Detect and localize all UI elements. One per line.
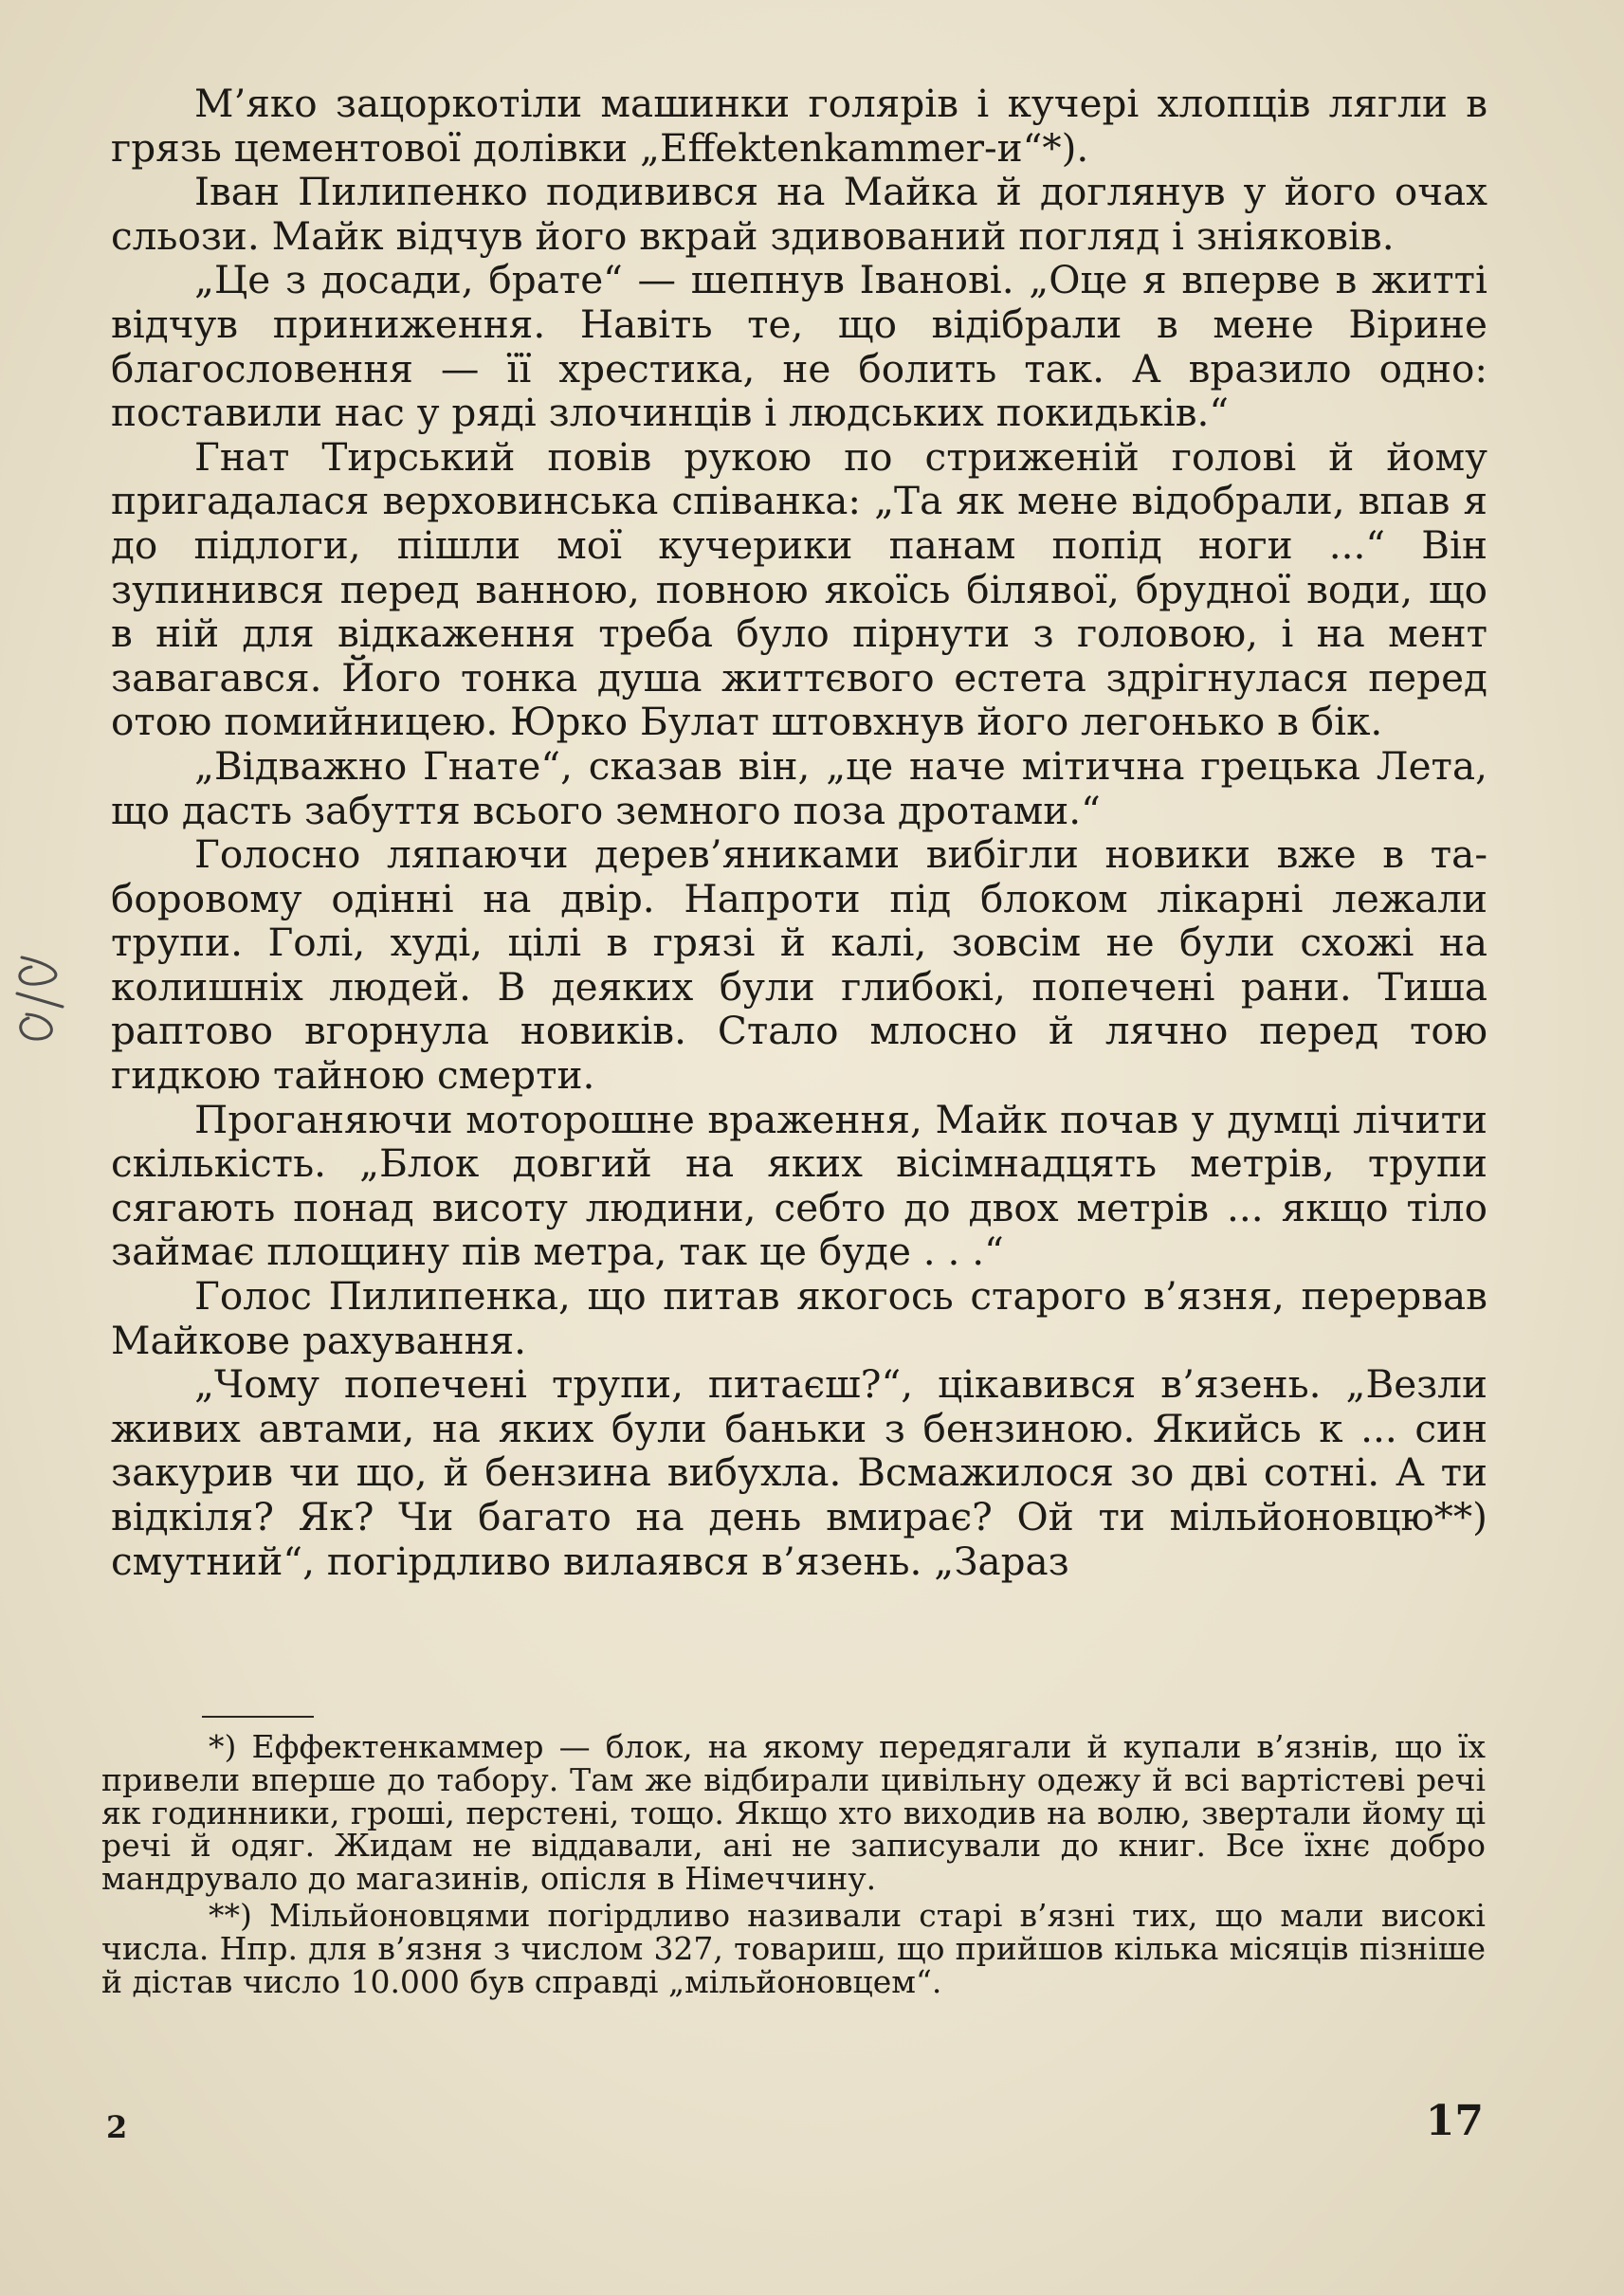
main-text <box>111 82 1487 1583</box>
footnote-2: **) Мільйоновцями погірдливо називали старі в’язні тих, що мали високі числа. Нпр. для в’язня з числом 327, товариш, що прийшов кілька місяців пізніше й дістав число 10.000 був справді „мільйоновцем“. <box>101 1896 1486 2000</box>
paragraph-2: Іван Пилипенко подивився на Майка й доглянув у його очах сльози. Майк відчув його вкрай здивований погляд і зніяковів. <box>111 169 1487 259</box>
handwritten-margin-mark <box>8 948 74 1052</box>
signature-mark: 2 <box>106 2109 128 2145</box>
paragraph-1: М’яко зацоркотіли машинки голярів і кучері хлопців лягли в грязь цементової долівки „Effektenkammer-и“*). <box>111 81 1487 171</box>
footnote-1: *) Еффектенкаммер — блок, на якому передягали й купали в’язнів, що їх привели вперше до табору. Там же відбирали цивільну одежу й всі вартістеві речі як годинники, гроші, перстені, тощо. Якщо хто виходив на волю, звертали йому ці речі й одяг. Жидам не віддавали, ані не записували до книг. Все їхнє добро мандрувало до магазинів, опісля в Німеччину. <box>101 1728 1486 1898</box>
footnotes <box>101 1728 1486 2000</box>
paragraph-8: Голос Пилипенка, що питав якогось старого в’язня, перервав Майкове рахування. <box>111 1273 1487 1363</box>
paragraph-4: Гнат Тирський повів рукою по стриженій голові й йому пригадалася верховинська співанка: „Та як мене відобрали, впав я до підлоги, пішли мої кучерики панам попід ноги ...“ Він зупинився перед ванною, повною якоїсь білявої, брудної води, що в ній для відкаження треба було пірнути з головою, і на мент завагався. Його тонка душа життєвого естета здрігнулася перед отою помийницею. Юрко Булат штовхнув його легонько в бік. <box>111 433 1487 745</box>
paragraph-6: Голосно ляпаючи дерев’яниками вибігли новики вже в таборовому одінні на двір. Напроти під блоком лікарні лежали трупи. Голі, худі, цілі в грязі й калі, зовсім не були схожі на колишніх людей. В деяких були глибокі, попечені рани. Тиша раптово вгорнула новиків. Стало млосно й лячно перед тою гидкою тайною смерти. <box>111 831 1487 1099</box>
footnote-divider <box>202 1716 314 1718</box>
paragraph-5: „Відважно Гнате“, сказав він, „це наче мітична грецька Лета, що дасть забуття всього земного поза дротами.“ <box>111 742 1487 833</box>
paragraph-9: „Чому попечені трупи, питаєш?“, цікавився в’язень. „Везли живих автами, на яких були баньки з бензиною. Якийсь к ... син закурив чи що, й бензина вибухла. Всмажилося зо дві сотні. А ти відкіля? Як? Чи багато на день вмирає? Ой ти мільйоновцю**) смутний“, погірдливо вилаявся в’язень. „Зараз <box>111 1361 1487 1584</box>
paragraph-3: „Це з досади, брате“ — шепнув Іванові. „Оце я вперве в житті відчув приниження. Навіть те, що відібрали в мене Вірине благословення — її хрестика, не болить так. А вразило одно: поставили нас у ряді злочинців і людських покидьків.“ <box>111 257 1487 436</box>
paragraph-7: Проганяючи моторошне враження, Майк почав у думці лічити скількість. „Блок довгий на яких вісімнадцять метрів, трупи сягають понад висоту людини, себто до двох метрів ... якщо тіло займає площину пів метра, так це буде . . .“ <box>111 1096 1487 1275</box>
page-number: 17 <box>1425 2097 1484 2145</box>
